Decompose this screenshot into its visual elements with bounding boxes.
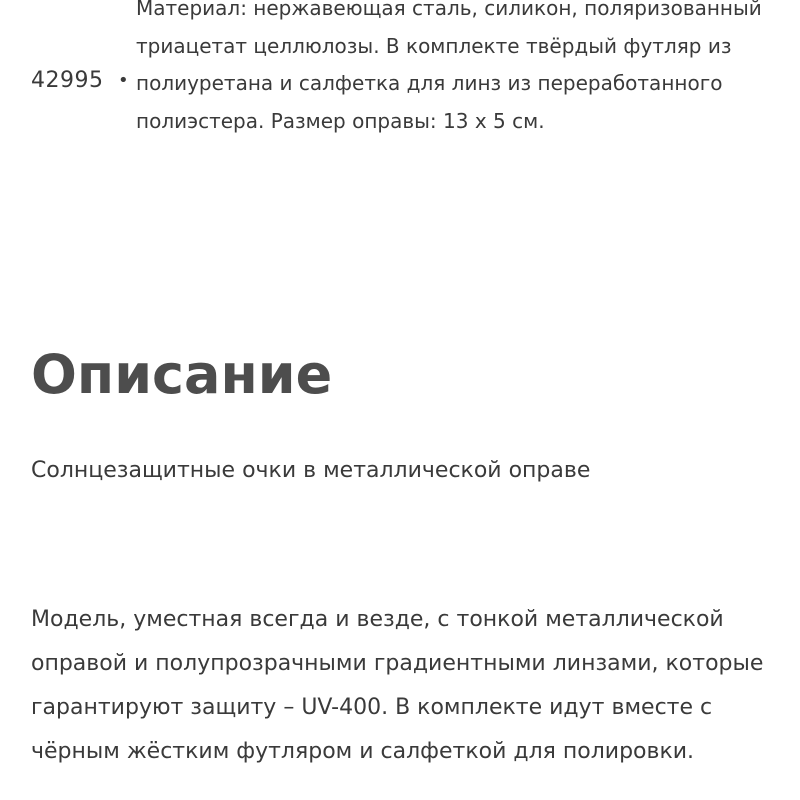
description-heading: Описание bbox=[31, 343, 333, 406]
bullet-separator: • bbox=[118, 70, 129, 91]
description-subtitle: Солнцезащитные очки в металлической оправе bbox=[31, 458, 591, 483]
description-body: Модель, уместная всегда и везде, с тонкой металлической оправой и полупрозрачными градиентными линзами, которые гарантируют защиту – UV-400. В комплекте идут вместе с чёрным жёстким футляром и салфеткой для полировки. bbox=[31, 607, 764, 764]
material-description: Материал: нержавеющая сталь, силикон, поляризованный триацетат целлюлозы. В комплекте твёрдый футляр из полиуретана и салфетка для линз из переработанного полиэстера. Размер оправы: 13 x 5 см. bbox=[136, 0, 762, 133]
article-number: 42995 bbox=[31, 68, 104, 93]
product-spec-row bbox=[31, 0, 800, 190]
